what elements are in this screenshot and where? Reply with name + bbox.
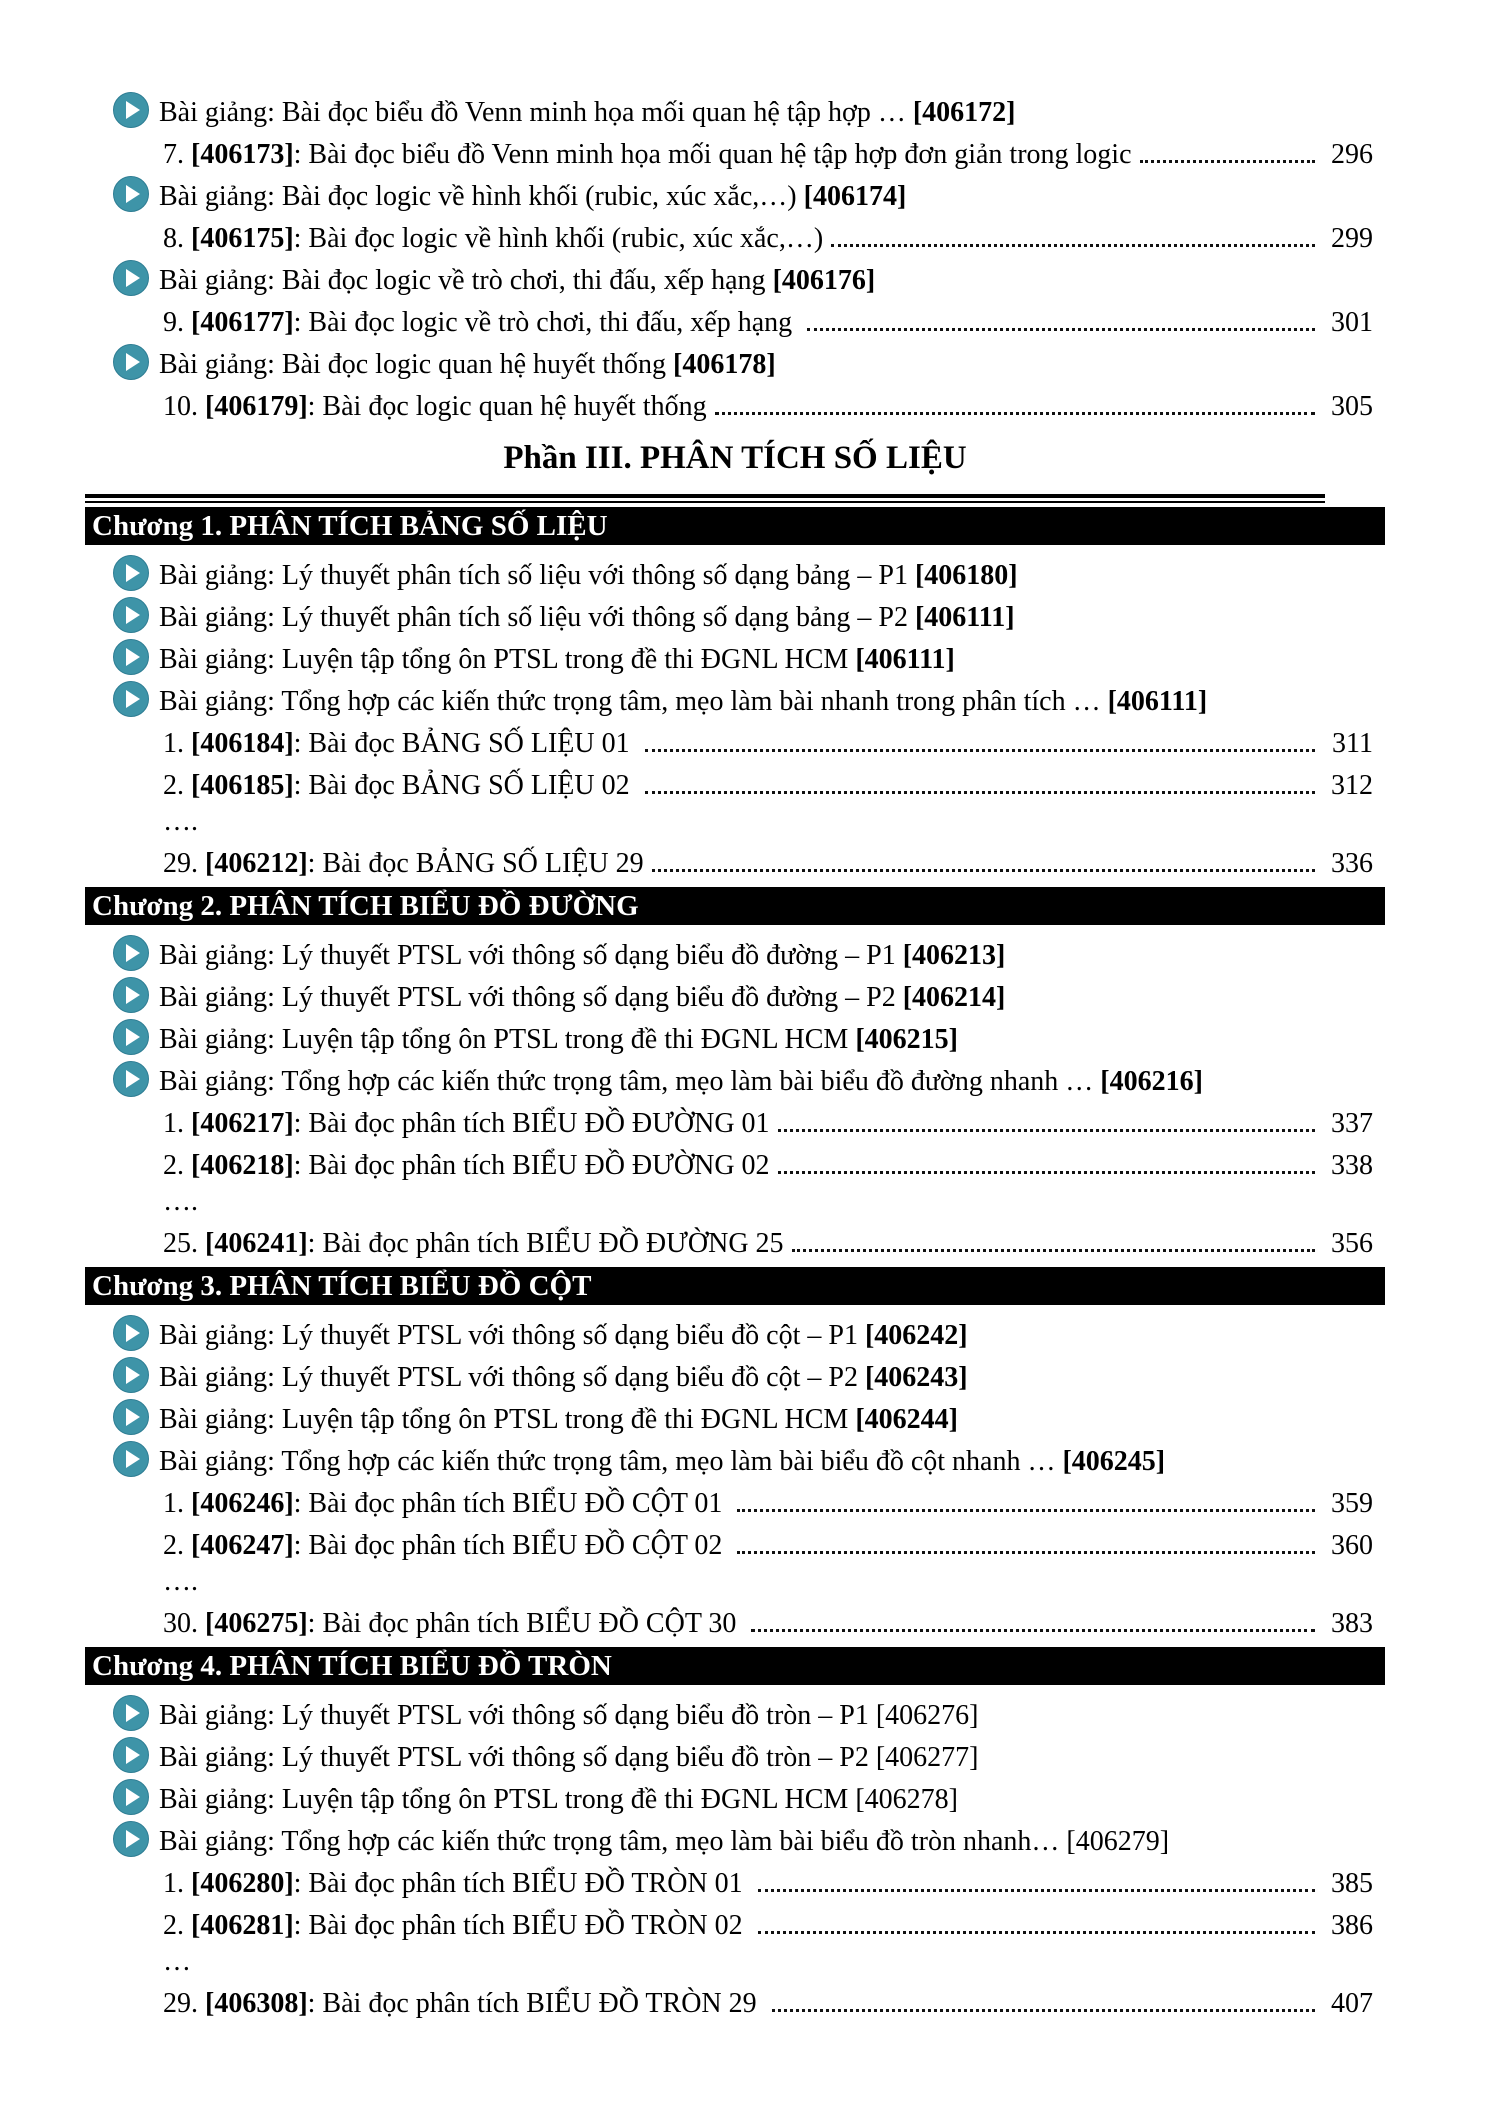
play-circle-icon[interactable] [113, 1357, 149, 1393]
lecture-ref-id: [406215] [855, 1024, 958, 1055]
lecture-ref-id: [406178] [673, 349, 776, 380]
play-circle-icon[interactable] [113, 176, 149, 212]
toc-lecture-row [85, 679, 1385, 721]
lecture-title [159, 1446, 1165, 1478]
lecture-title [159, 97, 1016, 129]
entry-number: 2. [163, 1530, 191, 1561]
lecture-ref-id: [406277] [875, 1742, 979, 1773]
lecture-title-text: Bài giảng: Tổng hợp các kiến thức trọng tâm, mẹo làm bài biểu đồ đường nhanh … [159, 1066, 1101, 1097]
lecture-title-text: Bài giảng: Luyện tập tổng ôn PTSL trong đề thi ĐGNL HCM [159, 1404, 856, 1435]
toc-lecture-row [85, 1355, 1385, 1397]
part-section-header [85, 434, 1385, 503]
lecture-title-text: Bài giảng: Lý thuyết PTSL với thông số dạng biểu đồ đường – P2 [159, 982, 903, 1013]
lecture-ref-id: [406244] [855, 1404, 958, 1435]
dot-leader [652, 869, 1315, 872]
lecture-title [159, 1024, 958, 1056]
entry-title-text: : Bài đọc biểu đồ Venn minh họa mối quan hệ tập hợp đơn giản trong logic [293, 139, 1132, 170]
dot-leader [778, 1129, 1315, 1132]
lecture-ref-id: [406180] [914, 560, 1018, 591]
toc-entry-row [85, 763, 1385, 805]
toc-entry-row [85, 721, 1385, 763]
lecture-ref-id: [406276] [875, 1700, 979, 1731]
chapter-header-bar [85, 1267, 1385, 1305]
lecture-ref-id: [406111] [914, 602, 1015, 633]
dot-leader [831, 244, 1315, 247]
lecture-title-text: Bài giảng: Luyện tập tổng ôn PTSL trong đề thi ĐGNL HCM [159, 644, 856, 675]
entry-title [163, 1608, 743, 1640]
toc-lecture-row [85, 174, 1385, 216]
play-circle-icon[interactable] [113, 1061, 149, 1097]
entry-title-text: : Bài đọc phân tích BIỂU ĐỒ ĐƯỜNG 02 [293, 1150, 770, 1181]
toc-lecture-row [85, 1777, 1385, 1819]
entry-number: 2. [163, 1150, 191, 1181]
dot-leader [751, 1629, 1315, 1632]
lecture-title-text: Bài giảng: Lý thuyết PTSL với thông số dạng biểu đồ đường – P1 [159, 940, 903, 971]
toc-entry-row [85, 1861, 1385, 1903]
entry-number: 7. [163, 139, 191, 170]
entry-number: 1. [163, 1488, 191, 1519]
page-number: 356 [1331, 1228, 1373, 1259]
lecture-title [159, 602, 1015, 634]
play-circle-icon[interactable] [113, 1695, 149, 1731]
entry-title [163, 307, 799, 339]
ellipsis-text: …. [163, 1566, 198, 1597]
entry-ref-id: [406247] [191, 1530, 294, 1561]
page-number: 311 [1332, 728, 1373, 759]
toc-entry-row [85, 300, 1385, 342]
chapter-title: Chương 1. PHÂN TÍCH BẢNG SỐ LIỆU [92, 509, 608, 542]
toc-lecture-row [85, 1017, 1385, 1059]
dot-leader [737, 1509, 1315, 1512]
toc-entry-row [85, 1221, 1385, 1263]
play-circle-icon[interactable] [113, 555, 149, 591]
lecture-title [159, 982, 1005, 1014]
lecture-title [159, 1362, 968, 1394]
entry-number: 1. [163, 1108, 191, 1139]
entry-number: 25. [163, 1228, 205, 1259]
toc-ellipsis-row [85, 1945, 1385, 1981]
entry-title-text: : Bài đọc logic quan hệ huyết thống [307, 391, 707, 422]
lecture-ref-id: [406216] [1100, 1066, 1203, 1097]
play-circle-icon[interactable] [113, 977, 149, 1013]
lecture-title-text: Bài giảng: Lý thuyết PTSL với thông số dạng biểu đồ cột – P1 [159, 1320, 865, 1351]
lecture-title-text: Bài giảng: Lý thuyết PTSL với thông số dạng biểu đồ tròn – P1 [159, 1700, 876, 1731]
toc-entry-row [85, 1903, 1385, 1945]
lecture-title-text: Bài giảng: Bài đọc logic về trò chơi, thi đấu, xếp hạng [159, 265, 773, 296]
entry-title [163, 139, 1132, 171]
lecture-ref-id: [406278] [855, 1784, 958, 1815]
page-number: 301 [1331, 307, 1373, 338]
page-number: 359 [1331, 1488, 1373, 1519]
dot-leader [645, 749, 1315, 752]
entry-title [163, 1150, 770, 1182]
lecture-title-text: Bài giảng: Tổng hợp các kiến thức trọng tâm, mẹo làm bài nhanh trong phân tích … [159, 686, 1108, 717]
page-number: 305 [1331, 391, 1373, 422]
entry-ref-id: [406246] [191, 1488, 294, 1519]
lecture-title-text: Bài giảng: Luyện tập tổng ôn PTSL trong đề thi ĐGNL HCM [159, 1784, 856, 1815]
entry-ref-id: [406177] [191, 307, 294, 338]
toc-ellipsis-row [85, 1185, 1385, 1221]
chapter-title: Chương 4. PHÂN TÍCH BIỂU ĐỒ TRÒN [92, 1649, 612, 1682]
entry-ref-id: [406184] [191, 728, 294, 759]
entry-title [163, 770, 637, 802]
entry-title-text: : Bài đọc BẢNG SỐ LIỆU 01 [293, 728, 637, 759]
lecture-title [159, 1784, 958, 1816]
page-number: 360 [1331, 1530, 1373, 1561]
toc-entry-row [85, 1601, 1385, 1643]
lecture-ref-id: [406111] [855, 644, 955, 675]
entry-title [163, 1868, 750, 1900]
chapter-header-bar [85, 1647, 1385, 1685]
entry-title-text: : Bài đọc BẢNG SỐ LIỆU 02 [293, 770, 637, 801]
lecture-title-text: Bài giảng: Bài đọc biểu đồ Venn minh họa mối quan hệ tập hợp … [159, 97, 913, 128]
toc-lecture-row [85, 342, 1385, 384]
page-number: 312 [1331, 770, 1373, 801]
entry-title-text: : Bài đọc phân tích BIỂU ĐỒ TRÒN 02 [293, 1910, 750, 1941]
toc-lecture-row [85, 258, 1385, 300]
entry-number: 9. [163, 307, 191, 338]
lecture-title-text: Bài giảng: Lý thuyết PTSL với thông số dạng biểu đồ tròn – P2 [159, 1742, 876, 1773]
page-number: 386 [1331, 1910, 1373, 1941]
toc-ellipsis-row [85, 805, 1385, 841]
toc-lecture-row [85, 933, 1385, 975]
toc-entry-row [85, 384, 1385, 426]
lecture-title-text: Bài giảng: Lý thuyết PTSL với thông số dạng biểu đồ cột – P2 [159, 1362, 865, 1393]
ellipsis-text: …. [163, 1186, 198, 1217]
entry-number: 2. [163, 770, 191, 801]
dot-leader [807, 328, 1315, 331]
entry-title-text: : Bài đọc phân tích BIỂU ĐỒ CỘT 02 [293, 1530, 730, 1561]
toc-entry-row [85, 1981, 1385, 2023]
entry-title [163, 848, 644, 880]
entry-title [163, 1910, 750, 1942]
lecture-title [159, 1700, 979, 1732]
play-circle-icon[interactable] [113, 1441, 149, 1477]
toc-entry-row [85, 1101, 1385, 1143]
entry-title [163, 1988, 764, 2020]
dot-leader [778, 1171, 1315, 1174]
entry-number: 29. [163, 1988, 205, 2019]
entry-ref-id: [406217] [191, 1108, 294, 1139]
play-circle-icon[interactable] [113, 1315, 149, 1351]
entry-title-text: : Bài đọc logic về hình khối (rubic, xúc xắc,…) [293, 223, 824, 254]
dot-leader [758, 1931, 1315, 1934]
toc-lecture-row [85, 90, 1385, 132]
toc-entry-row [85, 1523, 1385, 1565]
toc-lecture-row [85, 1313, 1385, 1355]
lecture-ref-id: [406242] [864, 1320, 968, 1351]
entry-number: 29. [163, 848, 205, 879]
page-number: 336 [1331, 848, 1373, 879]
ellipsis-text: … [163, 1946, 191, 1977]
lecture-title [159, 1742, 979, 1774]
entry-title [163, 391, 707, 423]
toc-lecture-row [85, 1439, 1385, 1481]
lecture-ref-id: [406214] [902, 982, 1006, 1013]
entry-title-text: : Bài đọc phân tích BIỂU ĐỒ ĐƯỜNG 25 [307, 1228, 784, 1259]
toc-page [85, 0, 1385, 2023]
lecture-ref-id: [406213] [902, 940, 1006, 971]
entry-ref-id: [406212] [205, 848, 308, 879]
entry-title-text: : Bài đọc phân tích BIỂU ĐỒ TRÒN 01 [293, 1868, 750, 1899]
toc-lecture-row [85, 1059, 1385, 1101]
lecture-title [159, 644, 955, 676]
play-circle-icon[interactable] [113, 681, 149, 717]
toc-entry-row [85, 1143, 1385, 1185]
entry-ref-id: [406173] [191, 139, 294, 170]
toc-ellipsis-row [85, 1565, 1385, 1601]
lecture-title-text: Bài giảng: Luyện tập tổng ôn PTSL trong đề thi ĐGNL HCM [159, 1024, 856, 1055]
play-circle-icon[interactable] [113, 1779, 149, 1815]
play-circle-icon[interactable] [113, 344, 149, 380]
toc-lecture-row [85, 1819, 1385, 1861]
dot-leader [1140, 160, 1315, 163]
toc-lecture-row [85, 975, 1385, 1017]
lecture-title-text: Bài giảng: Tổng hợp các kiến thức trọng tâm, mẹo làm bài biểu đồ cột nhanh … [159, 1446, 1063, 1477]
chapter-title: Chương 2. PHÂN TÍCH BIỂU ĐỒ ĐƯỜNG [92, 889, 639, 922]
entry-ref-id: [406179] [205, 391, 308, 422]
ellipsis-text: …. [163, 806, 198, 837]
toc-lecture-row [85, 1397, 1385, 1439]
page-number: 296 [1331, 139, 1373, 170]
entry-number: 2. [163, 1910, 191, 1941]
page-number: 385 [1331, 1868, 1373, 1899]
entry-ref-id: [406308] [205, 1988, 308, 2019]
chapter-header-bar [85, 887, 1385, 925]
part-title: Phần III. PHÂN TÍCH SỐ LIỆU [503, 440, 967, 476]
page-number: 338 [1331, 1150, 1373, 1181]
lecture-ref-id: [406245] [1062, 1446, 1166, 1477]
lecture-title [159, 686, 1207, 718]
lecture-ref-id: [406279] [1066, 1826, 1170, 1857]
entry-title [163, 1228, 784, 1260]
lecture-ref-id: [406111] [1107, 686, 1208, 717]
toc-entry-row [85, 841, 1385, 883]
lecture-title-text: Bài giảng: Bài đọc logic quan hệ huyết thống [159, 349, 674, 380]
section-divider-rule [85, 494, 1325, 503]
play-circle-icon[interactable] [113, 935, 149, 971]
entry-number: 10. [163, 391, 205, 422]
play-circle-icon[interactable] [113, 639, 149, 675]
lecture-title-text: Bài giảng: Tổng hợp các kiến thức trọng tâm, mẹo làm bài biểu đồ tròn nhanh… [159, 1826, 1067, 1857]
entry-title [163, 1488, 729, 1520]
toc-lecture-row [85, 1693, 1385, 1735]
entry-ref-id: [406185] [191, 770, 294, 801]
toc-lecture-row [85, 595, 1385, 637]
entry-title [163, 223, 823, 255]
toc-entry-row [85, 216, 1385, 258]
entry-title-text: : Bài đọc logic về trò chơi, thi đấu, xếp hạng [293, 307, 800, 338]
entry-title-text: : Bài đọc BẢNG SỐ LIỆU 29 [307, 848, 644, 879]
lecture-title [159, 1066, 1203, 1098]
dot-leader [737, 1551, 1315, 1554]
toc-lecture-row [85, 637, 1385, 679]
entry-ref-id: [406241] [205, 1228, 308, 1259]
chapter-title: Chương 3. PHÂN TÍCH BIỂU ĐỒ CỘT [92, 1269, 592, 1302]
lecture-title [159, 940, 1005, 972]
dot-leader [792, 1249, 1315, 1252]
entry-ref-id: [406275] [205, 1608, 308, 1639]
page-number: 383 [1331, 1608, 1373, 1639]
entry-ref-id: [406281] [191, 1910, 294, 1941]
entry-number: 30. [163, 1608, 205, 1639]
play-circle-icon[interactable] [113, 1019, 149, 1055]
lecture-title [159, 1826, 1169, 1858]
lecture-title [159, 181, 906, 213]
entry-number: 8. [163, 223, 191, 254]
play-circle-icon[interactable] [113, 1399, 149, 1435]
entry-title [163, 1530, 729, 1562]
toc-entry-row [85, 132, 1385, 174]
lecture-title-text: Bài giảng: Lý thuyết phân tích số liệu với thông số dạng bảng – P2 [159, 602, 915, 633]
lecture-title [159, 1320, 968, 1352]
page-number: 407 [1331, 1988, 1373, 2019]
dot-leader [715, 412, 1315, 415]
entry-title [163, 728, 637, 760]
entry-title-text: : Bài đọc phân tích BIỂU ĐỒ CỘT 01 [293, 1488, 730, 1519]
lecture-ref-id: [406243] [864, 1362, 968, 1393]
entry-ref-id: [406280] [191, 1868, 294, 1899]
lecture-title-text: Bài giảng: Lý thuyết phân tích số liệu với thông số dạng bảng – P1 [159, 560, 915, 591]
entry-number: 1. [163, 1868, 191, 1899]
play-circle-icon[interactable] [113, 1737, 149, 1773]
entry-title-text: : Bài đọc phân tích BIỂU ĐỒ CỘT 30 [307, 1608, 744, 1639]
lecture-ref-id: [406174] [803, 181, 907, 212]
dot-leader [758, 1889, 1315, 1892]
entry-number: 1. [163, 728, 191, 759]
lecture-ref-id: [406176] [772, 265, 876, 296]
toc-lecture-row [85, 1735, 1385, 1777]
chapter-header-bar [85, 507, 1385, 545]
lecture-title [159, 1404, 958, 1436]
page-number: 299 [1331, 223, 1373, 254]
toc-lecture-row [85, 553, 1385, 595]
page-number: 337 [1331, 1108, 1373, 1139]
lecture-title [159, 349, 776, 381]
entry-ref-id: [406175] [191, 223, 294, 254]
entry-ref-id: [406218] [191, 1150, 294, 1181]
play-circle-icon[interactable] [113, 260, 149, 296]
play-circle-icon[interactable] [113, 1821, 149, 1857]
entry-title [163, 1108, 770, 1140]
lecture-title-text: Bài giảng: Bài đọc logic về hình khối (rubic, xúc xắc,…) [159, 181, 804, 212]
entry-title-text: : Bài đọc phân tích BIỂU ĐỒ TRÒN 29 [307, 1988, 764, 2019]
dot-leader [772, 2009, 1315, 2012]
entry-title-text: : Bài đọc phân tích BIỂU ĐỒ ĐƯỜNG 01 [293, 1108, 770, 1139]
lecture-title [159, 560, 1018, 592]
play-circle-icon[interactable] [113, 92, 149, 128]
lecture-ref-id: [406172] [912, 97, 1016, 128]
play-circle-icon[interactable] [113, 597, 149, 633]
toc-entry-row [85, 1481, 1385, 1523]
lecture-title [159, 265, 875, 297]
dot-leader [645, 791, 1315, 794]
